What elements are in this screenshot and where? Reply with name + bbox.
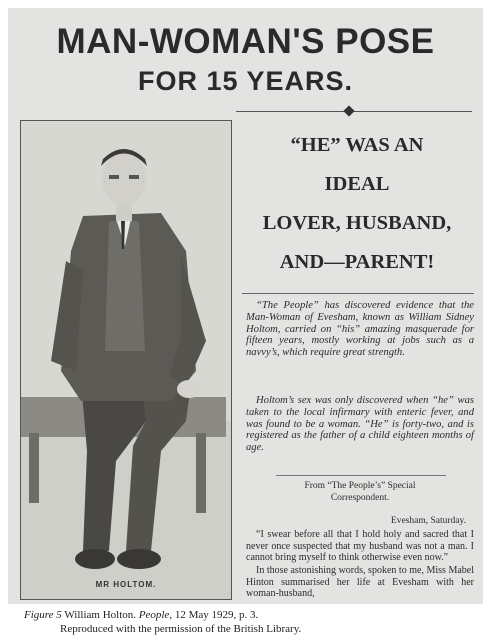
figure-permission-line: Reproduced with the permission of the British Library.	[60, 623, 302, 635]
section-rule	[242, 293, 474, 294]
newspaper-clipping	[8, 8, 483, 604]
byline-line: From “The People’s” Special	[304, 481, 416, 491]
article-paragraph: In those astonishing words, spoken to me, Miss Mabel Hinton summarised her life at Evesham with her woman-husband,	[246, 565, 474, 599]
figure-caption-line	[24, 608, 484, 622]
subheadline-line: AND—PARENT!	[279, 251, 435, 273]
diamond-ornament-icon	[343, 105, 354, 116]
figure-source: People	[138, 609, 170, 621]
headline: MAN-WOMAN'S POSE	[56, 22, 435, 61]
headline-secondary: FOR 15 YEARS.	[137, 66, 354, 96]
figure-caption-text: William Holton.	[64, 609, 137, 621]
byline	[246, 480, 474, 504]
byline-line: Correspondent.	[330, 493, 390, 503]
photo-caption: MR HOLTOM.	[95, 580, 157, 589]
dateline: Evesham, Saturday.	[390, 516, 466, 526]
figure-caption	[24, 608, 484, 636]
quote-paragraph: “I swear before all that I hold holy and sacred that I never once suspected that my husband was not a man. I cannot bring myself to think otherwise even now.”	[246, 529, 474, 563]
subheadline	[242, 126, 472, 282]
portrait-photo	[20, 120, 232, 600]
subheadline-line: LOVER, HUSBAND,	[262, 212, 452, 234]
article-paragraph: “The People” has discovered evidence that the Man-Woman of Evesham, known as William Sidney Holtom, carried on “his” amazing masquerade for fifteen years, mostly working at jobs such as a navvy’s, which require great strength.	[246, 300, 474, 359]
subheadline-line: IDEAL	[324, 173, 390, 195]
figure-caption-text: , 12 May 1929, p. 3.	[169, 609, 259, 621]
article-paragraph: Holtom’s sex was only discovered when “he” was taken to the local infirmary with enteric fever, and was found to be a woman. “He” is forty-two, and is registered as the father of a child eighteen months of age.	[246, 395, 474, 454]
section-rule	[276, 475, 446, 476]
portrait-figure	[21, 121, 231, 599]
subheadline-line: “HE” WAS AN	[290, 134, 424, 156]
figure-label: Figure 5	[24, 609, 62, 621]
